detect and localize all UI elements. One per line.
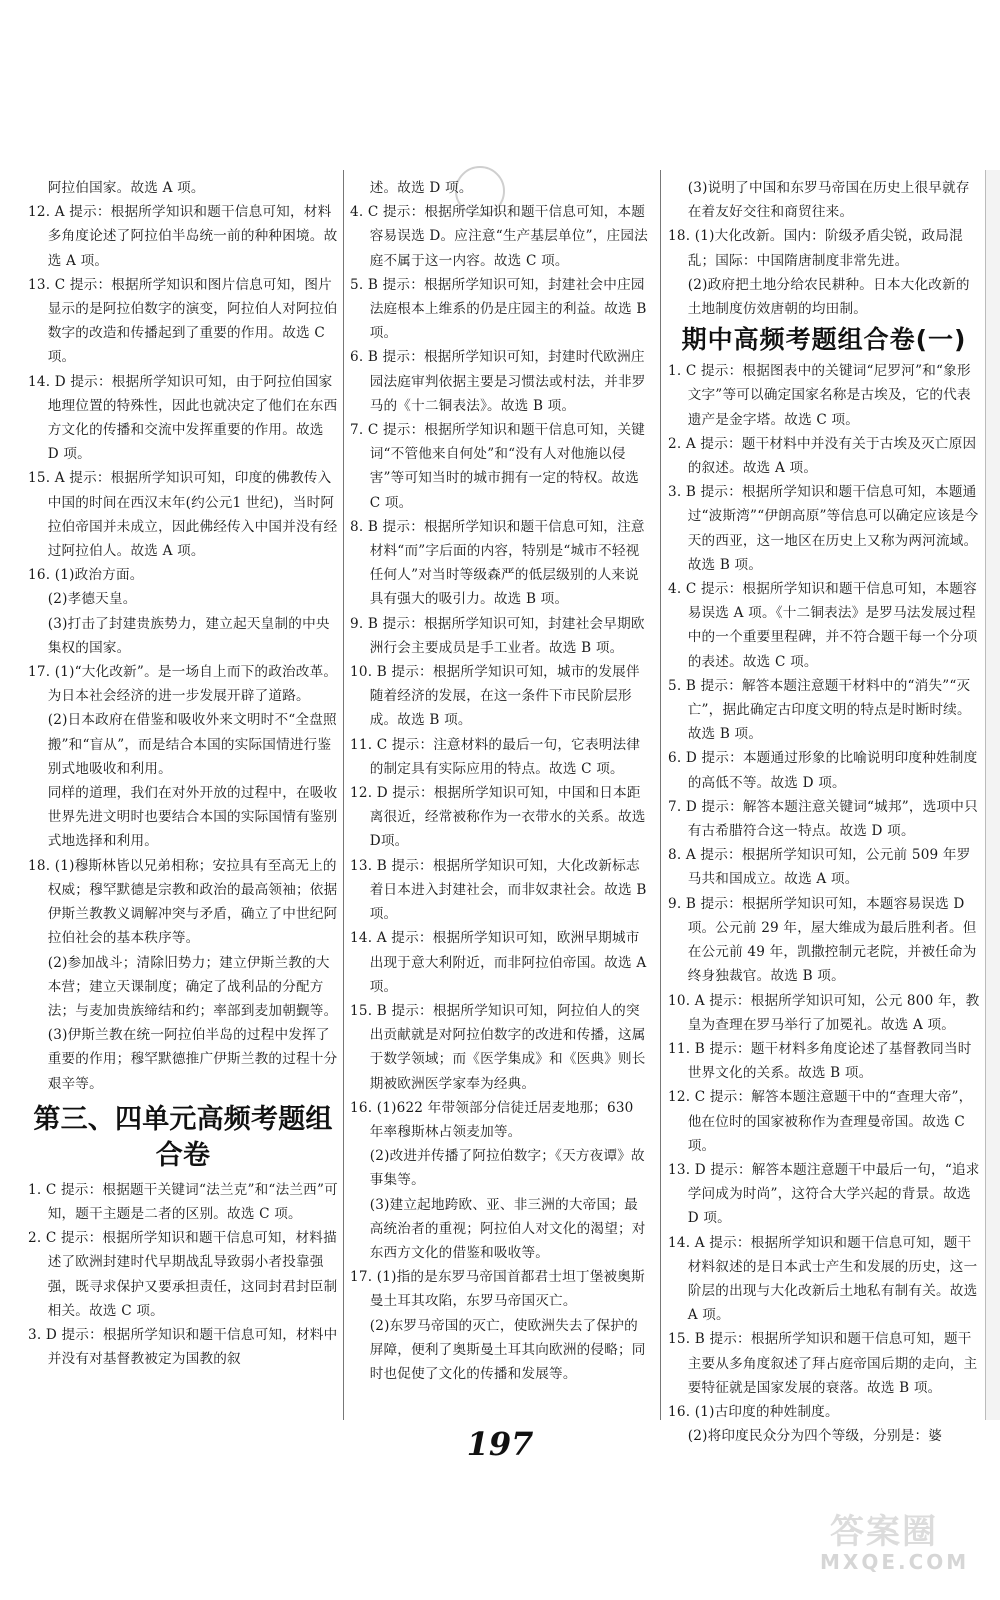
answer-item: 14. A 提示：根据所学知识可知，欧洲早期城市出现于意大利附近，而非阿拉伯帝国。故选 A 项。 (350, 930, 647, 995)
answer-item: 17. (1)指的是东罗马帝国首都君士坦丁堡被奥斯曼土耳其攻陷，东罗马帝国灭亡。 (350, 1269, 645, 1310)
answer-item: 10. A 提示：根据所学知识可知，公元 800 年，教皇为查理在罗马举行了加冕礼。故选 A 项。 (668, 992, 980, 1033)
answer-text: 同样的道理，我们在对外开放的过程中，在吸收世界先进文明时也要结合本国的实际国情有鉴别式地选择和利用。 (47, 785, 338, 850)
answer-item: 16. (1)政治方面。 (28, 567, 144, 584)
answer-text: (2)政府把土地分给农民耕种。日本大化改新的土地制度仿效唐朝的均田制。 (687, 276, 970, 318)
next-page-edge (985, 170, 1000, 1420)
page-number: 197 (466, 1425, 534, 1463)
answer-item: 4. C 提示：根据所学知识和题干信息可知，本题容易误选 D。应注意“生产基层单位”，庄园法庭不属于这一内容。故选 C 项。 (350, 204, 648, 269)
answer-item: 7. D 提示：解答本题注意关键词“城邦”，选项中只有古希腊符合这一特点。故选 D 项。 (668, 798, 978, 840)
answer-item: 9. B 提示：根据所学知识可知，封建社会早期欧洲行会主要成员是手工业者。故选 B 项。 (350, 615, 645, 656)
answer-text: (2)孝德天皇。 (47, 591, 137, 608)
answer-item: 18. (1)大化改新。国内：阶级矛盾尖锐，政局混乱；国际：中国隋唐制度非常先进。 (668, 228, 963, 269)
answer-text: (3)建立起地跨欧、亚、非三洲的大帝国；最高统治者的重视；阿拉伯人对文化的渴望；对东西方文化的借鉴和吸收等。 (369, 1196, 646, 1261)
answer-item: 1. C 提示：根据题干关键词“法兰克”和“法兰西”可知，题干主题是二者的区别。故选 C 项。 (28, 1181, 338, 1222)
answer-item: 8. B 提示：根据所学知识和题干信息可知，注意材料“而”字后面的内容，特别是“城市不轻视任何人”对当时等级森严的低层级别的人来说具有强大的吸引力。故选 B 项。 (350, 518, 645, 608)
answer-text: (3)伊斯兰教在统一阿拉伯半岛的过程中发挥了重要的作用；穆罕默德推广伊斯兰教的过程十分艰辛等。 (47, 1027, 338, 1092)
answer-item: 12. D 提示：根据所学知识可知，中国和日本距离很近，经常被称作为一衣带水的关系。故选 D项。 (350, 785, 646, 850)
answer-item: 13. B 提示：根据所学知识可知，大化改新标志着日本进入封建社会，而非奴隶社会。故选 B 项。 (350, 857, 647, 923)
answer-text: (2)东罗马帝国的灭亡，使欧洲失去了保护的屏障，便利了奥斯曼土耳其向欧洲的侵略；同时也促使了文化的传播和发展等。 (369, 1317, 646, 1382)
watermark-text: 答案圈 (830, 1512, 938, 1552)
answer-item: 17. (1)“大化改新”。是一场自上而下的政治改革。为日本社会经济的进一步发展开辟了道路。 (28, 664, 338, 705)
answer-text: (3)打击了封建贵族势力，建立起天皇制的中央集权的国家。 (47, 615, 330, 656)
column-right (668, 176, 980, 1448)
answer-item: 9. B 提示：根据所学知识可知，本题容易误选 D 项。公元前 29 年，屋大维成为最后胜利者。但在公元前 49 年，凯撒控制元老院，并被任命为终身独裁官。故选 B 项。 (668, 895, 977, 985)
column-divider-left (343, 170, 344, 1420)
answer-item: 13. D 提示：解答本题注意题干中最后一句，“追求学问成为时尚”，这符合大学兴起的背景。故选 D 项。 (668, 1161, 980, 1227)
answer-item: 5. B 提示：根据所学知识可知，封建社会中庄园法庭根本上维系的仍是庄园主的利益。故选 B 项。 (350, 276, 647, 342)
answer-item: 14. D 提示：根据所学知识可知，由于阿拉伯国家地理位置的特殊性，因此也就决定了他们在东西方文化的传播和交流中发挥重要的作用。故选 D 项。 (28, 373, 338, 463)
answer-text: (2)改进并传播了阿拉伯数字；《天方夜谭》故事集等。 (369, 1148, 645, 1189)
answer-item: 16. (1)622 年带领部分信徒迁居麦地那；630 年率穆斯林占领麦加等。 (350, 1099, 634, 1140)
answer-text: 阿拉伯国家。故选 A 项。 (47, 180, 205, 196)
section-title: 期中高频考题组合卷(一) (681, 325, 967, 355)
column-divider-right (660, 170, 661, 1420)
answer-text: (2)将印度民众分为四个等级，分别是：婆 (687, 1428, 943, 1445)
answer-item: 3. B 提示：根据所学知识和题干信息可知，本题通过“波斯湾”“伊朗高原”等信息可以确定应该是今天的西亚，这一地区在历史上又称为两河流域。故选 B 项。 (668, 484, 979, 573)
answer-item: 3. D 提示：根据所学知识和题干信息可知，材料中并没有对基督教被定为国教的叙 (28, 1326, 338, 1368)
answer-text: (2)参加战斗；清除旧势力；建立伊斯兰教的大本营；建立天课制度；确定了战利品的分配方法；与麦加贵族缔结和约；率部到麦加朝觐等。 (47, 954, 338, 1019)
answer-text: (3)说明了中国和东罗马帝国在历史上很早就存在着友好交往和商贸往来。 (687, 180, 970, 221)
answer-item: 4. C 提示：根据所学知识和题干信息可知，本题容易误选 A 项。《十二铜表法》是罗马法发展过程中的一个重要里程碑，并不符合题干每一个分项的表述。故选 C 项。 (668, 581, 978, 670)
answer-item: 13. C 提示：根据所学知识和图片信息可知，图片显示的是阿拉伯数字的演变，阿拉伯人对阿拉伯数字的改造和传播起到了重要的作用。故选 C 项。 (28, 276, 338, 366)
answer-item: 11. C 提示：注意材料的最后一句，它表明法律的制定具有实际应用的特点。故选 C 项。 (350, 736, 641, 777)
answer-item: 11. B 提示：题干材料多角度论述了基督教同当时世界文化的关系。故选 B 项。 (668, 1040, 972, 1082)
answer-item: 15. B 提示：根据所学知识和题干信息可知，题干主要从多角度叙述了拜占庭帝国后期的走向，主要特征就是国家发展的衰落。故选 B 项。 (668, 1331, 978, 1396)
answer-item: 2. A 提示：题干材料中并没有关于古埃及灭亡原因的叙述。故选 A 项。 (668, 435, 977, 477)
answer-item: 5. B 提示：解答本题注意题干材料中的“消失”“灭亡”，据此确定古印度文明的特点是时断时续。故选 B 项。 (668, 677, 971, 743)
answer-text: 述。故选 D 项。 (369, 180, 473, 196)
answer-item: 15. B 提示：根据所学知识可知，阿拉伯人的突出贡献就是对阿拉伯数字的改进和传播，这属于数学领域；而《医学集成》和《医典》则长期被欧洲医学家奉为经典。 (350, 1002, 646, 1092)
column-middle (350, 176, 650, 1386)
answer-item: 16. (1)古印度的种姓制度。 (668, 1403, 839, 1420)
answer-item: 18. (1)穆斯林皆以兄弟相称；安拉具有至高无上的权威；穆罕默德是宗教和政治的最高领袖；依据伊斯兰教教义调解冲突与矛盾，确立了中世纪阿拉伯社会的基本秩序等。 (28, 857, 338, 947)
column-left (28, 176, 338, 1371)
answer-item: 1. C 提示：根据图表中的关键词“尼罗河”和“象形文字”等可以确定国家名称是古埃及，它的代表遗产是金字塔。故选 C 项。 (668, 363, 971, 428)
answer-item: 2. C 提示：根据所学知识和题干信息可知，材料描述了欧洲封建时代早期战乱导致弱小者投靠强强，既寻求保护又要承担责任，这同封君封臣制相关。故选 C 项。 (28, 1230, 338, 1319)
answer-item: 12. C 提示：解答本题注意题干中的“查理大帝”，他在位时的国家被称作为查理曼帝国。故选 C 项。 (668, 1089, 973, 1154)
section-title: 第三、四单元高频考题组合卷 (33, 1103, 333, 1171)
answer-item: 6. B 提示：根据所学知识可知，封建时代欧洲庄园法庭审判依据主要是习惯法或村法，并非罗马的《十二铜表法》。故选 B 项。 (350, 349, 646, 414)
answer-item: 7. C 提示：根据所学知识和题干信息可知，关键词“不管他来自何处”和“没有人对他施以侵害”等可知当时的城市拥有一定的特权。故选 C 项。 (350, 422, 646, 511)
answer-item: 6. D 提示：本题通过形象的比喻说明印度种姓制度的高低不等。故选 D 项。 (668, 750, 978, 791)
answer-item: 8. A 提示：根据所学知识可知，公元前 509 年罗马共和国成立。故选 A 项。 (668, 847, 971, 888)
site-watermark-logo (808, 1496, 978, 1582)
answer-item: 10. B 提示：根据所学知识可知，城市的发展伴随着经济的发展，在这一条件下市民阶层形成。故选 B 项。 (350, 664, 640, 729)
answer-item: 14. A 提示：根据所学知识和题干信息可知，题干材料叙述的是日本武士产生和发展的历史，这一阶层的出现与大化改新后土地私有制有关。故选 A 项。 (668, 1234, 978, 1324)
answer-item: 15. A 提示：根据所学知识可知，印度的佛教传入中国的时间在西汉末年(约公元1 世纪)，当时阿拉伯帝国并未成立，因此佛经传入中国并没有经过阿拉伯人。故选 A 项。 (28, 470, 338, 560)
answer-item: 12. A 提示：根据所学知识和题干信息可知，材料多角度论述了阿拉伯半岛统一前的种种困境。故选 A 项。 (28, 204, 338, 269)
answer-text: (2)日本政府在借鉴和吸收外来文明时不“全盘照搬”和“盲从”，而是结合本国的实际国情进行鉴别式地吸收和利用。 (47, 712, 337, 777)
watermark-url: MXQE.COM (820, 1550, 970, 1574)
